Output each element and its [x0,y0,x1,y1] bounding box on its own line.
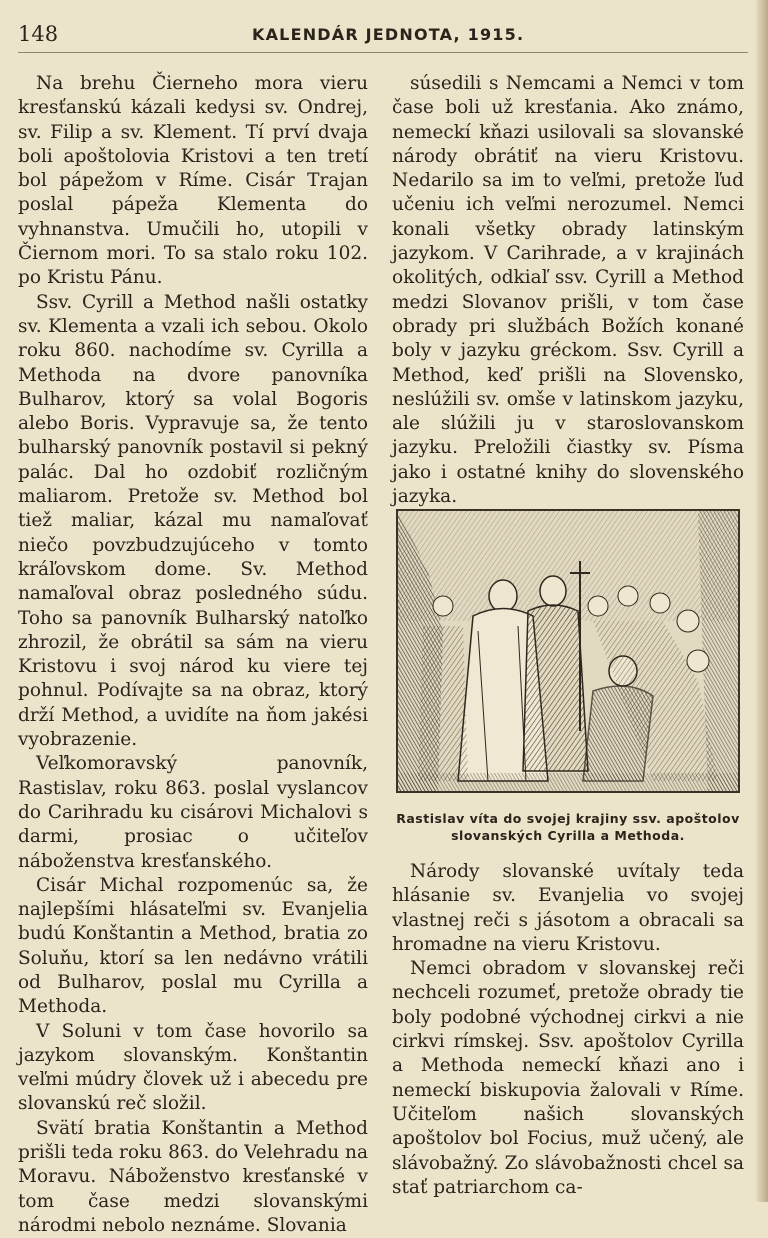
paragraph: súsedili s Nemcami a Nemci v tom čase boli už kresťania. Ako známo, nemeckí kňazi usilovali sa slovanské národy obrátiť na vieru Kristovu. Nedarilo sa im to veľmi, pretože ľud učeniu ich veľmi nerozumel. Nemci konali všetky obrady latinským jazykom. V Carihrade, a v krajinách okolitých, odkiaľ ssv. Cyrill a Method medzi Slovanov prišli, v tom čase obrady pri službách Božích konané boly v jazyku gréckom. Ssv. Cyrill a Method, keď prišli na Slovensko, neslúžili sv. omše v latinskom jazyku, ale slúžili ju v staroslovanskom jazyku. Preložili čiastky sv. Písma jako i ostatné knihy do slovenského jazyka. [392,73,744,508]
paragraph: Svätí bratia Konštantin a Method prišli teda roku 863. do Velehradu na Moravu. Náboženstvo kresťanské v tom čase medzi slovanskými národmi nebolo neznáme. Slovania [18,1117,368,1236]
illustration-engraving [396,509,740,793]
right-text-column-bottom [392,860,744,1200]
page-header [18,22,748,53]
running-title: KALENDÁR JEDNOTA, 1915. [252,25,525,44]
page-spine-edge [756,0,768,1202]
paragraph: Nemci obradom v slovanskej reči nechceli rozumeť, pretože obrady tie boly podobné východnej cirkvi a nie cirkvi rímskej. Ssv. apoštolov Cyrilla a Methoda nemeckí kňazi ano i nemeckí biskupovia žalovali v Ríme. Učiteľom našich slovanských apoštolov bol Focius, muž učený, ale slávobažný. Zo slávobažnosti chcel sa stať patriarchom ca- [392,958,744,1198]
paragraph: Cisár Michal rozpomenúc sa, že najlepšími hlásateľmi sv. Evanjelia budú Konštantin a Method, bratia zo Soluňu, ktorí sa len nedávno vrátili od Bulharov, poslal mu Cyrilla a Methoda. [18,874,368,1018]
left-text-column [18,72,368,1238]
paragraph: Národy slovanské uvítaly teda hlásanie sv. Evanjelia vo svojej vlastnej reči s jásotom a obracali sa hromadne na vieru Kristovu. [392,861,744,955]
paragraph: Veľkomoravský panovník, Rastislav, roku 863. poslal vyslancov do Carihradu ku cisárovi Michalovi s darmi, prosiac o učiteľov náboženstva kresťanského. [18,753,368,872]
page-number: 148 [18,22,59,46]
figure-caption: Rastislav víta do svojej krajiny ssv. apoštolov slovanských Cyrilla a Methoda. [396,811,740,843]
engraving-reception-scene-icon [398,511,738,791]
paragraph: V Soluni v tom čase hovorilo sa jazykom slovanským. Konštantin veľmi múdry človek už i abecedu pre slovanskú reč složil. [18,1020,368,1115]
paragraph: Na brehu Čierneho mora vieru kresťanskú kázali kedysi sv. Ondrej, sv. Filip a sv. Klement. Tí prví dvaja boli apoštolovia Kristovi a ten tretí bol pápežom v Ríme. Cisár Trajan poslal pápeža Klementa do vyhnanstva. Umučili ho, utopili v Čiernom mori. To sa stalo roku 102. po Kristu Pánu. [18,73,368,289]
right-text-column-top [392,72,744,509]
paragraph: Ssv. Cyrill a Method našli ostatky sv. Klementa a vzali ich sebou. Okolo roku 860. nachodíme sv. Cyrilla a Methoda na dvore panovníka Bulharov, ktorý sa volal Bogoris alebo Boris. Vypravuje sa, že tento bulharský panovník postavil si pekný palác. Dal ho ozdobiť rozličným maliarom. Pretože sv. Method bol tiež maliar, kázal mu namaľovať niečo povzbudzujúceho v tomto kráľovskom dome. Sv. Method namaľoval obraz posledného súdu. Toho sa panovník Bulharský natoľko zhrozil, že obrátil sa sám na vieru Kristovu i svoj národ ku viere tej pohnul. Podívajte sa na obraz, ktorý drží Method, a uvidíte na ňom jakési vyobrazenie. [18,291,368,751]
